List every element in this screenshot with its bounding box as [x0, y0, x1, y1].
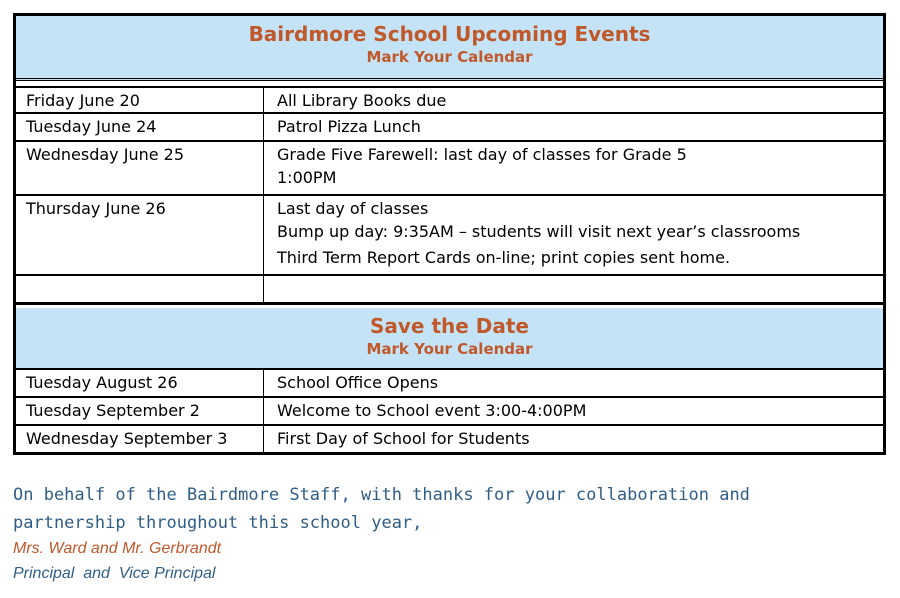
event-description: First Day of School for Students	[277, 429, 530, 448]
table-row	[16, 196, 883, 276]
save-the-date-title: Save the Date	[369, 314, 529, 338]
table-row	[16, 398, 883, 426]
event-date: Thursday June 26	[16, 196, 264, 274]
events-title: Bairdmore School Upcoming Events	[248, 22, 651, 46]
event-date: Tuesday September 2	[16, 398, 264, 424]
table-row	[16, 142, 883, 196]
event-description: Grade Five Farewell: last day of classes for Grade 5 1:00PM	[277, 145, 687, 187]
events-header	[16, 16, 883, 81]
events-table	[13, 13, 886, 455]
save-the-date-subtitle: Mark Your Calendar	[366, 340, 533, 358]
message-line-1: On behalf of the Bairdmore Staff, with thanks for your collaboration and	[13, 485, 750, 505]
table-row	[16, 114, 883, 142]
event-date: Tuesday June 24	[16, 114, 264, 140]
signature-roles: Principal and Vice Principal	[13, 565, 216, 582]
event-description: Last day of classes Bump up day: 9:35AM – students will visit next year’s classrooms Third Term Report Cards on-line; print copies sent home.	[277, 199, 801, 267]
signature: Mrs. Ward and Mr. Gerbrandt	[13, 540, 222, 557]
events-subtitle: Mark Your Calendar	[366, 48, 533, 66]
event-description: All Library Books due	[277, 91, 447, 110]
table-row	[16, 86, 883, 114]
save-the-date-header	[16, 308, 883, 370]
event-description: Patrol Pizza Lunch	[277, 117, 421, 136]
message-line-2: partnership throughout this school year,	[13, 513, 423, 533]
event-description: School Office Opens	[277, 373, 439, 392]
event-date: Wednesday June 25	[16, 142, 264, 194]
event-description: Welcome to School event 3:00-4:00PM	[277, 401, 587, 420]
event-description	[265, 276, 883, 302]
event-date: Friday June 20	[16, 88, 264, 112]
event-date	[16, 276, 264, 302]
event-date: Wednesday September 3	[16, 426, 264, 452]
table-row	[16, 426, 883, 452]
event-date: Tuesday August 26	[16, 370, 264, 396]
table-row	[16, 370, 883, 398]
table-row-empty	[16, 276, 883, 305]
closing-message	[13, 481, 883, 587]
